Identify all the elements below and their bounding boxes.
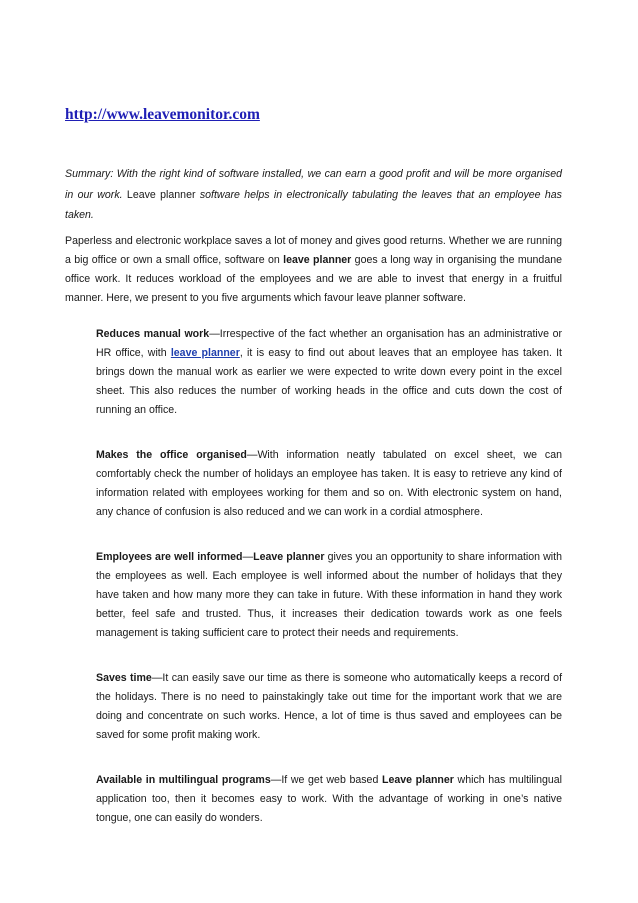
- summary-text-2: Leave planner: [122, 188, 200, 201]
- intro-paragraph: [65, 232, 562, 308]
- argument-multilingual: [96, 771, 562, 828]
- argument-text: —: [242, 551, 254, 563]
- argument-text: —With information neatly tabulated on excel sheet, we can comfortably check the number of holidays an employee has taken. It is easy to retrieve any kind of information related with employees working for them and so on. With electronic system on hand, any chance of confusion is also reduced and we can work in a cordial atmosphere.: [96, 449, 562, 518]
- argument-title: Makes the office organised: [96, 449, 247, 461]
- argument-text: —Irrespective of the fact whether an organisation has an administrative or HR office, with: [96, 328, 562, 359]
- argument-makes-office-organised: [96, 446, 562, 522]
- argument-text: which has multilingual application too, then it becomes easy to work. With the advantage of working in one’s native tongue, one can easily do wonders.: [96, 774, 562, 824]
- intro-text-1: Paperless and electronic workplace saves a lot of money and gives good returns. Whether we are running a big office or own a small office, software on: [65, 235, 562, 266]
- argument-bold: Leave planner: [253, 551, 325, 563]
- summary-text-1: Summary: With the right kind of software installed, we can earn a good profit and will be more organised in our work.: [65, 168, 562, 201]
- argument-reduces-manual-work: [96, 325, 562, 420]
- argument-title: Employees are well informed: [96, 551, 243, 563]
- intro-bold: leave planner: [283, 254, 352, 266]
- argument-title: Available in multilingual programs: [96, 774, 271, 786]
- argument-bold: Leave planner: [381, 774, 454, 786]
- argument-employees-well-informed: [96, 548, 562, 643]
- argument-text: gives you an opportunity to share information with the employees as well. Each employee is well informed about the number of holidays that they have taken and how many more they can take in future. With these information in hand they work better, feel safe and trusted. Thus, it increases their dedication towards work as one feels management is taking sufficient care to protect their needs and requirements.: [96, 551, 562, 639]
- argument-title: Saves time: [96, 672, 152, 684]
- summary-paragraph: [65, 164, 562, 226]
- argument-text: —It can easily save our time as there is someone who automatically keeps a record of the holidays. There is no need to painstakingly take out time for the important work that we are doing and concentrate on such works. Hence, a lot of time is thus saved and employees can be saved for some profit making work.: [96, 672, 563, 741]
- summary-text-3: software helps in electronically tabulating the leaves that an employee has taken.: [65, 188, 562, 221]
- intro-text-2: goes a long way in organising the mundane office work. It reduces workload of the employees and we are able to invest that energy in a fruitful manner. Here, we present to you five arguments which favour leave planner software.: [65, 254, 562, 304]
- argument-saves-time: [96, 669, 562, 745]
- argument-text: —If we get web based: [270, 774, 382, 786]
- website-link[interactable]: http://www.leavemonitor.com: [65, 106, 260, 123]
- leave-planner-link[interactable]: leave planner: [170, 347, 240, 359]
- argument-text: , it is easy to find out about leaves that an employee has taken. It brings down the manual work as earlier we were expected to write down every point in the excel sheet. This also reduces the number of working heads in the office and cuts down the cost of running an office.: [96, 347, 562, 416]
- argument-title: Reduces manual work: [96, 328, 210, 340]
